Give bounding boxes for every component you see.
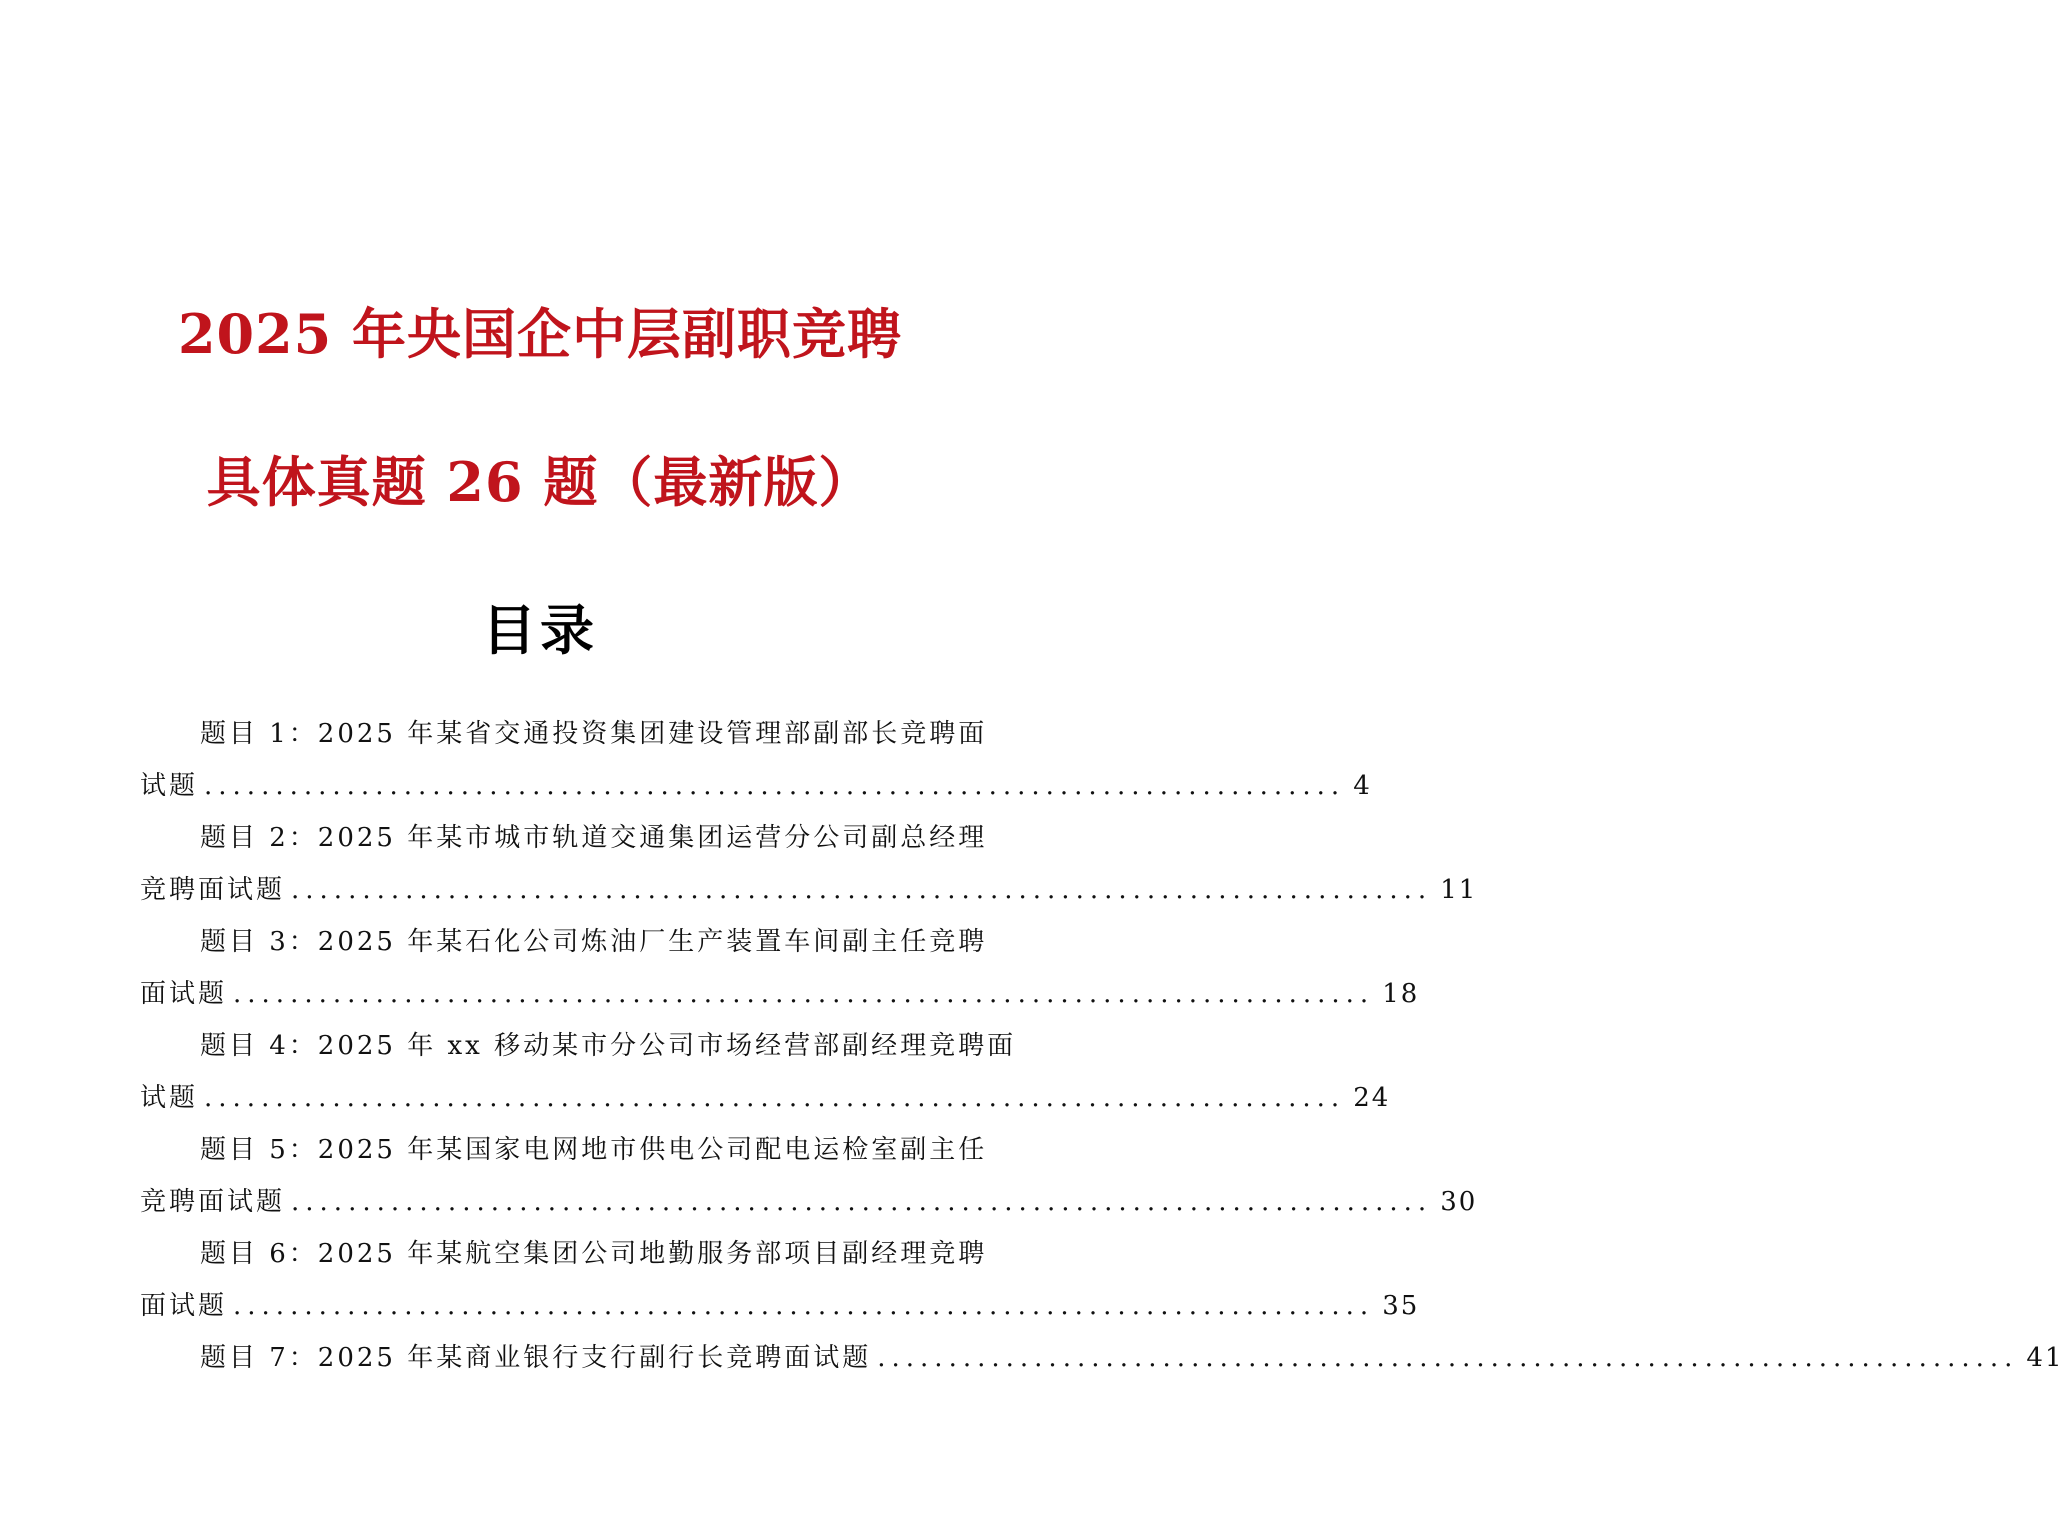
document-title-line-2: 具体真题 26 题（最新版） xyxy=(206,450,874,514)
toc-leader-dots: ................................................................................ xyxy=(233,979,1375,1009)
toc-entry[interactable] xyxy=(140,1124,1478,1228)
toc-page-number: 41 xyxy=(2026,1343,2064,1373)
toc-entry[interactable] xyxy=(140,812,1478,916)
toc-entry-title-continued: 试题 xyxy=(140,1083,199,1113)
toc-entry-title: 题目 7：2025 年某商业银行支行副行长竞聘面试题 xyxy=(200,1343,872,1373)
toc-page-number: 24 xyxy=(1353,1083,1391,1113)
toc-entry-title: 题目 4：2025 年 xx 移动某市分公司市场经营部副经理竞聘面 xyxy=(200,1031,1017,1061)
toc-leader-dots: ................................................................................ xyxy=(233,1291,1375,1321)
toc-page-number: 35 xyxy=(1382,1291,1420,1321)
toc-entry-title: 题目 6：2025 年某航空集团公司地勤服务部项目副经理竞聘 xyxy=(200,1239,988,1269)
toc-page-number: 18 xyxy=(1382,979,1420,1009)
toc-leader-dots: ................................................................................ xyxy=(204,1083,1346,1113)
toc-page-number: 11 xyxy=(1440,875,1478,905)
toc-entry-title: 题目 1：2025 年某省交通投资集团建设管理部副部长竞聘面 xyxy=(200,719,988,749)
toc-leader-dots: ................................................................................ xyxy=(204,771,1346,801)
toc-page-number: 30 xyxy=(1440,1187,1478,1217)
toc-entry[interactable] xyxy=(140,916,1420,1020)
toc-leader-dots: ................................................................................ xyxy=(291,875,1433,905)
toc-entry-title: 题目 2：2025 年某市城市轨道交通集团运营分公司副总经理 xyxy=(200,823,988,853)
toc-entry[interactable] xyxy=(140,708,1372,812)
toc-entry[interactable] xyxy=(140,1020,1391,1124)
toc-entry-title-continued: 竞聘面试题 xyxy=(140,1187,286,1217)
toc-heading: 目录 xyxy=(482,598,598,662)
document-title-line-1: 2025 年央国企中层副职竞聘 xyxy=(177,302,903,366)
toc-leader-dots: ................................................................................ xyxy=(291,1187,1433,1217)
toc-entry-title-continued: 面试题 xyxy=(140,1291,228,1321)
toc-entry-title-continued: 竞聘面试题 xyxy=(140,875,286,905)
toc-entry[interactable] xyxy=(140,1332,2064,1384)
table-of-contents xyxy=(140,708,2064,1384)
toc-leader-dots: ................................................................................ xyxy=(877,1343,2019,1373)
toc-entry-title: 题目 5：2025 年某国家电网地市供电公司配电运检室副主任 xyxy=(200,1135,988,1165)
toc-entry-title-continued: 面试题 xyxy=(140,979,228,1009)
toc-entry-title: 题目 3：2025 年某石化公司炼油厂生产装置车间副主任竞聘 xyxy=(200,927,988,957)
toc-entry-title-continued: 试题 xyxy=(140,771,199,801)
toc-page-number: 4 xyxy=(1353,771,1372,801)
toc-entry[interactable] xyxy=(140,1228,1420,1332)
